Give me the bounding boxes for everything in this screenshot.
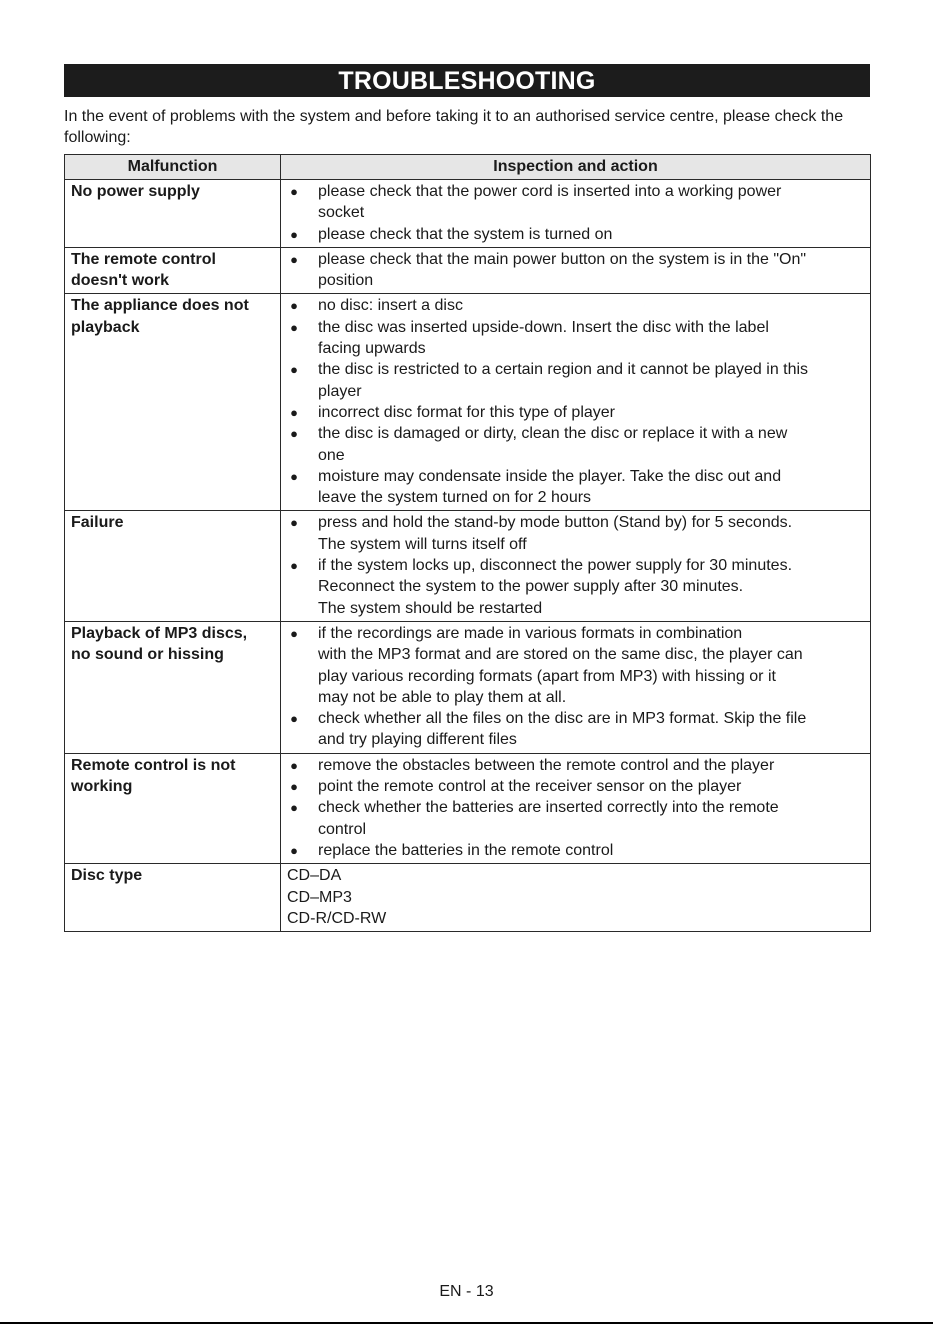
- bullet-icon: ●: [290, 800, 298, 816]
- action-list: [287, 755, 864, 861]
- action-list: [287, 623, 864, 751]
- bullet-icon: ●: [290, 842, 298, 858]
- action-item: [287, 295, 864, 316]
- action-item: [287, 708, 864, 751]
- action-line: no disc: insert a disc: [318, 297, 463, 315]
- bullet-icon: ●: [290, 779, 298, 795]
- action-line: and try playing different files: [318, 731, 517, 749]
- malfunction-line: working: [71, 778, 133, 796]
- action-line: player: [318, 382, 362, 400]
- bullet-icon: ●: [290, 558, 298, 574]
- action-line: control: [318, 820, 367, 838]
- action-cell: [281, 180, 871, 248]
- malfunction-cell: [65, 180, 281, 248]
- malfunction-line: doesn't work: [71, 272, 170, 290]
- disc-type-line: CD–MP3: [287, 888, 352, 906]
- action-list: [287, 512, 864, 618]
- page-number: EN - 13: [439, 1283, 494, 1300]
- page-title: TROUBLESHOOTING: [64, 64, 870, 97]
- bullet-icon: ●: [290, 468, 298, 484]
- action-item: [287, 466, 864, 509]
- action-line: play various recording formats (apart from MP3) with hissing or it: [318, 667, 776, 685]
- action-line: facing upwards: [318, 340, 426, 358]
- table-row: [65, 511, 871, 621]
- header-inspection-action: Inspection and action: [281, 155, 871, 180]
- malfunction-line: Failure: [71, 514, 124, 532]
- malfunction-cell: [65, 753, 281, 863]
- action-line: the disc is restricted to a certain region and it cannot be played in this: [318, 361, 809, 379]
- action-item: [287, 181, 864, 224]
- action-line: if the recordings are made in various formats in combination: [318, 624, 743, 642]
- malfunction-line: No power supply: [71, 183, 200, 200]
- action-line: may not be able to play them at all.: [318, 688, 567, 706]
- table-row: [65, 294, 871, 511]
- bullet-icon: ●: [290, 757, 298, 773]
- action-item: [287, 359, 864, 402]
- header-malfunction: Malfunction: [65, 155, 281, 180]
- action-line: please check that the main power button on the system is in the "On": [318, 250, 807, 268]
- malfunction-line: The appliance does not: [71, 297, 249, 315]
- action-cell: [281, 511, 871, 621]
- action-line: check whether all the files on the disc are in MP3 format. Skip the file: [318, 710, 807, 728]
- action-line: check whether the batteries are inserted correctly into the remote: [318, 799, 779, 817]
- action-line: one: [318, 446, 345, 464]
- action-list: [287, 249, 864, 292]
- action-line: remove the obstacles between the remote control and the player: [318, 756, 775, 774]
- action-line: please check that the power cord is inserted into a working power: [318, 183, 782, 200]
- action-line: if the system locks up, disconnect the power supply for 30 minutes.: [318, 557, 793, 575]
- action-line: incorrect disc format for this type of player: [318, 403, 615, 421]
- action-item: [287, 423, 864, 466]
- malfunction-line: The remote control: [71, 250, 216, 268]
- bullet-icon: ●: [290, 226, 298, 242]
- disc-type-line: CD-R/CD-RW: [287, 909, 387, 927]
- action-line: point the remote control at the receiver sensor on the player: [318, 778, 742, 796]
- action-line: Reconnect the system to the power supply after 30 minutes.: [318, 578, 744, 596]
- table-row: [65, 864, 871, 932]
- action-line: leave the system turned on for 2 hours: [318, 489, 592, 507]
- action-item: [287, 623, 864, 708]
- action-line: the disc is damaged or dirty, clean the disc or replace it with a new: [318, 425, 788, 443]
- table-row: [65, 753, 871, 863]
- action-line: position: [318, 272, 374, 290]
- table-row: [65, 180, 871, 248]
- bullet-icon: ●: [290, 711, 298, 727]
- table-header-row: [65, 155, 871, 180]
- action-item: [287, 755, 864, 776]
- action-line: press and hold the stand-by mode button (Stand by) for 5 seconds.: [318, 514, 793, 532]
- action-line: The system will turns itself off: [318, 535, 527, 553]
- table-row: [65, 621, 871, 753]
- action-item: [287, 512, 864, 555]
- bullet-icon: ●: [290, 298, 298, 314]
- action-item: [287, 555, 864, 619]
- action-cell: [281, 247, 871, 294]
- action-line: the disc was inserted upside-down. Insert the disc with the label: [318, 318, 769, 336]
- bullet-icon: ●: [290, 319, 298, 335]
- action-line: with the MP3 format and are stored on the same disc, the player can: [318, 646, 803, 664]
- malfunction-line: Playback of MP3 discs,: [71, 624, 248, 642]
- action-list: [287, 295, 864, 508]
- action-line: The system should be restarted: [318, 599, 543, 617]
- action-cell: [281, 621, 871, 753]
- action-list: [287, 181, 864, 245]
- action-line: socket: [318, 204, 365, 222]
- malfunction-cell: [65, 511, 281, 621]
- bullet-icon: ●: [290, 251, 298, 267]
- action-item: [287, 776, 864, 797]
- action-item: [287, 249, 864, 292]
- action-item: [287, 402, 864, 423]
- malfunction-cell: [65, 294, 281, 511]
- bullet-icon: ●: [290, 625, 298, 641]
- action-item: [287, 797, 864, 840]
- malfunction-cell: [65, 864, 281, 932]
- bullet-icon: ●: [290, 515, 298, 531]
- malfunction-cell: [65, 621, 281, 753]
- action-cell: [281, 294, 871, 511]
- action-item: [287, 317, 864, 360]
- malfunction-line: no sound or hissing: [71, 646, 224, 664]
- action-cell: [281, 753, 871, 863]
- bullet-icon: ●: [290, 184, 298, 199]
- action-cell: [281, 864, 871, 932]
- malfunction-line: Disc type: [71, 867, 143, 885]
- malfunction-line: Remote control is not: [71, 756, 236, 774]
- bullet-icon: ●: [290, 426, 298, 442]
- disc-type-line: CD–DA: [287, 867, 342, 885]
- action-line: moisture may condensate inside the player. Take the disc out and: [318, 467, 782, 485]
- action-line: replace the batteries in the remote control: [318, 841, 614, 859]
- action-line: please check that the system is turned on: [318, 225, 613, 243]
- table-row: [65, 247, 871, 294]
- malfunction-line: playback: [71, 318, 140, 336]
- troubleshooting-table: [64, 154, 871, 932]
- action-item: [287, 840, 864, 861]
- action-item: [287, 224, 864, 245]
- malfunction-cell: [65, 247, 281, 294]
- bullet-icon: ●: [290, 362, 298, 378]
- intro-text: In the event of problems with the system and before taking it to an authorised service centre, please check the following:: [64, 108, 844, 146]
- bullet-icon: ●: [290, 404, 298, 420]
